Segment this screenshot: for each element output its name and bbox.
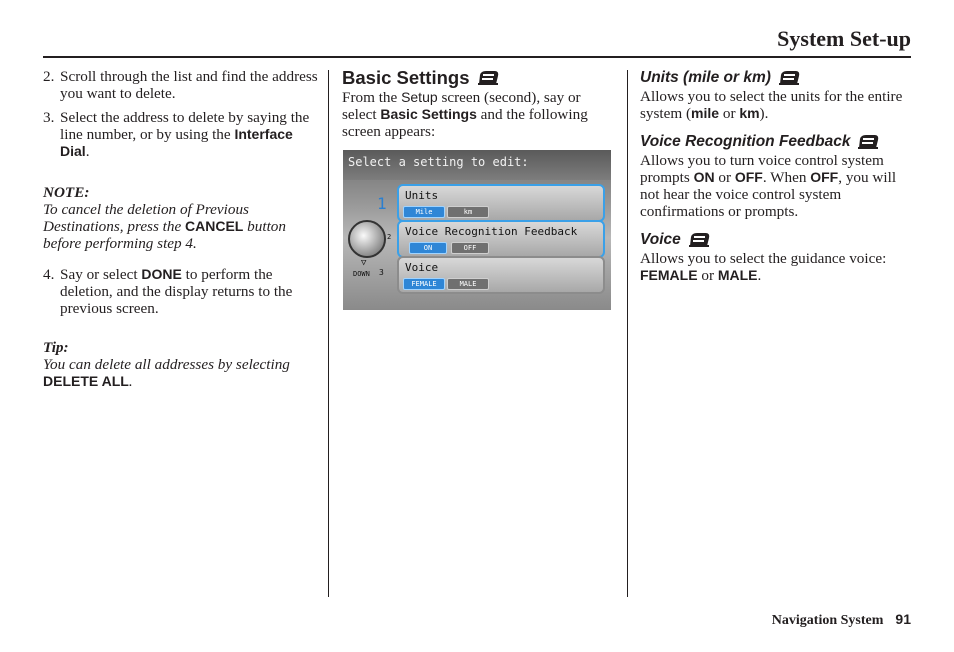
units-or: or xyxy=(719,105,740,122)
note-body xyxy=(43,201,318,252)
units-end: ). xyxy=(759,105,769,122)
step-number: 3. xyxy=(43,109,55,126)
step-3 xyxy=(43,109,318,160)
step-text-end: to perform the deletion, and the display returns to the previous screen. xyxy=(60,266,293,317)
voice-feedback-setting-box[interactable] xyxy=(397,220,605,258)
vrf-text-3: , you will not hear the voice control system confirmations or prompts. xyxy=(640,169,897,220)
step-text: Say or select xyxy=(60,266,142,283)
units-setting-label: Units xyxy=(405,189,439,202)
column-1 xyxy=(43,68,318,390)
step-number: 4. xyxy=(43,266,55,283)
voice-setting-label: Voice xyxy=(405,261,439,274)
footer-label: Navigation System xyxy=(771,613,884,628)
voice-male-button[interactable]: MALE xyxy=(447,278,489,290)
units-description xyxy=(640,88,915,122)
column-divider-1 xyxy=(328,70,329,597)
cancel-term: CANCEL xyxy=(185,218,244,234)
interface-dial-knob xyxy=(348,220,386,258)
off-term: OFF xyxy=(734,169,763,185)
male-term: MALE xyxy=(717,267,758,283)
tip-end: . xyxy=(128,373,133,390)
column-divider-2 xyxy=(627,70,628,597)
heading-text: Basic Settings xyxy=(342,66,470,88)
voice-text: Allows you to select the guidance voice: xyxy=(640,250,887,267)
voice-heading xyxy=(640,230,915,248)
voice-feedback-off-button[interactable]: OFF xyxy=(451,242,489,254)
tip-heading: Tip: xyxy=(43,339,69,356)
voice-setting-box[interactable] xyxy=(397,256,605,294)
step-text: Select the address to delete by saying the line number, or by using the xyxy=(60,109,310,143)
voice-heading-text: Voice xyxy=(640,230,681,248)
intro-text-3: and the following screen appears: xyxy=(342,106,588,140)
done-term: DONE xyxy=(141,266,182,282)
km-term: km xyxy=(739,105,760,121)
screen-page-number: 1 xyxy=(377,194,387,213)
voice-command-icon xyxy=(856,132,880,150)
page-footer xyxy=(772,611,911,629)
intro-text-2: screen (second), say or select xyxy=(342,89,581,123)
page-title: System Set-up xyxy=(777,26,911,51)
voice-command-icon xyxy=(777,68,801,86)
voice-feedback-description xyxy=(640,152,915,220)
delete-all-term: DELETE ALL xyxy=(43,373,129,389)
note-end: button before performing step 4. xyxy=(43,218,286,252)
units-setting-box[interactable] xyxy=(397,184,605,222)
basic-settings-screen xyxy=(343,150,611,310)
column-3 xyxy=(640,68,915,284)
note-text: To cancel the deletion of Previous Destinations, press the xyxy=(43,201,249,235)
voice-or: or xyxy=(697,267,718,284)
column-2 xyxy=(342,68,617,140)
basic-settings-term: Basic Settings xyxy=(380,106,477,122)
voice-command-icon xyxy=(476,68,500,86)
tip-body xyxy=(43,356,318,390)
female-term: FEMALE xyxy=(640,267,698,283)
vrf-or: or xyxy=(714,169,735,186)
screen-page-2: 2 xyxy=(387,233,392,241)
screen-header xyxy=(343,150,611,180)
vrf-text: Allows you to turn voice control system prompts xyxy=(640,152,884,186)
note-heading: NOTE: xyxy=(43,184,90,201)
basic-settings-intro xyxy=(342,89,617,140)
voice-end: . xyxy=(757,267,762,284)
step-number: 2. xyxy=(43,68,55,85)
voice-command-icon xyxy=(687,230,711,248)
step-text: Scroll through the list and find the address you want to delete. xyxy=(60,68,318,102)
screen-title: Select a setting to edit: xyxy=(348,155,529,169)
step-4 xyxy=(43,266,318,317)
units-km-button[interactable]: km xyxy=(447,206,489,218)
header-rule xyxy=(43,56,911,58)
interface-dial-term: Interface Dial xyxy=(60,126,293,159)
voice-feedback-heading-text: Voice Recognition Feedback xyxy=(640,132,851,150)
screen-down-label: DOWN xyxy=(353,270,370,278)
setup-term: Setup xyxy=(401,89,438,105)
step-end: . xyxy=(85,143,90,160)
screen-down-number: 3 xyxy=(379,268,384,277)
voice-feedback-on-button[interactable]: ON xyxy=(409,242,447,254)
voice-feedback-label: Voice Recognition Feedback xyxy=(405,225,578,238)
mile-term: mile xyxy=(691,105,720,121)
tip-text: You can delete all addresses by selecting xyxy=(43,356,290,373)
vrf-text-2: . When xyxy=(762,169,811,186)
units-heading-text: Units (mile or km) xyxy=(640,68,771,86)
basic-settings-heading xyxy=(342,68,617,86)
step-2 xyxy=(43,68,318,102)
units-heading xyxy=(640,68,915,86)
page-number: 91 xyxy=(895,611,911,627)
on-term: ON xyxy=(693,169,715,185)
units-mile-button[interactable]: Mile xyxy=(403,206,445,218)
units-text: Allows you to select the units for the entire system ( xyxy=(640,88,903,122)
voice-description xyxy=(640,250,915,284)
voice-female-button[interactable]: FEMALE xyxy=(403,278,445,290)
off-term-2: OFF xyxy=(810,169,839,185)
down-triangle-icon: ▽ xyxy=(361,258,367,268)
intro-text: From the xyxy=(342,89,402,106)
voice-feedback-heading xyxy=(640,132,915,150)
